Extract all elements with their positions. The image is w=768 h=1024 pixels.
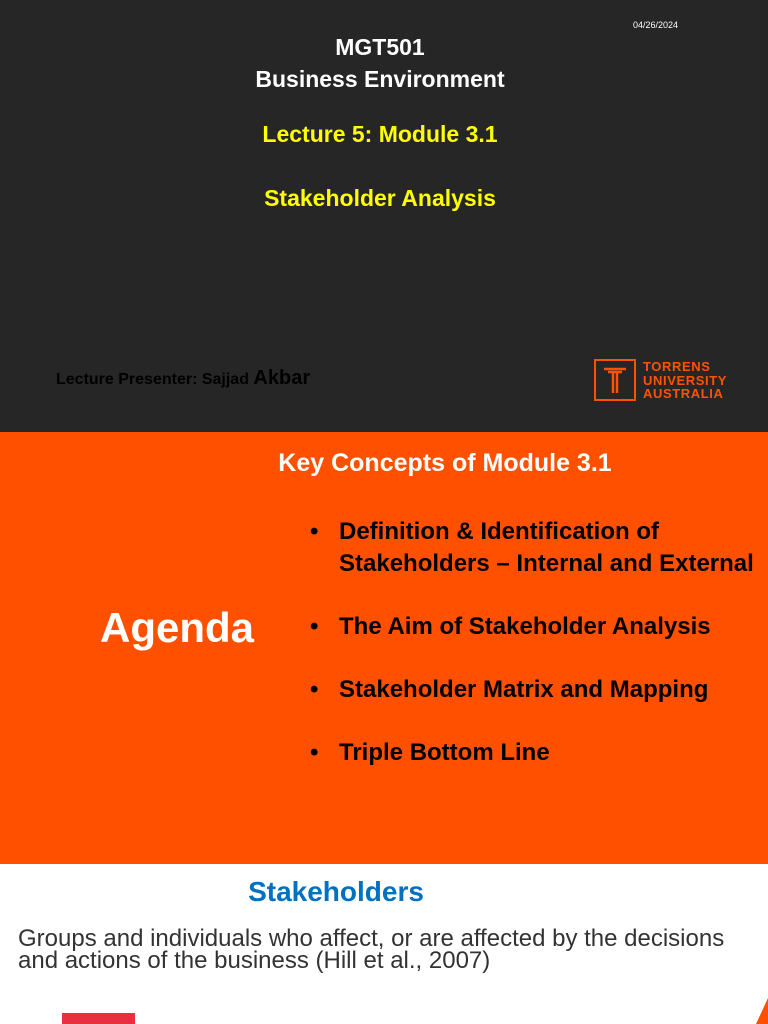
- presenter-line: [56, 367, 310, 390]
- stakeholders-title: Stakeholders: [248, 876, 424, 907]
- presenter-surname: Akbar: [253, 367, 311, 389]
- agenda-item-text: Triple Bottom Line: [339, 739, 550, 766]
- agenda-item-text: The Aim of Stakeholder Analysis: [339, 613, 711, 640]
- slide-date: 04/26/2024: [633, 20, 679, 30]
- torrens-university-logo: [594, 359, 744, 403]
- torrens-logo-mark-icon: [594, 359, 636, 401]
- accent-bar: [62, 1013, 135, 1024]
- logo-line-3: AUSTRALIA: [643, 386, 724, 401]
- logo-wordmark: [643, 360, 727, 401]
- agenda-item: [310, 611, 760, 643]
- lecture-number: Lecture 5: Module 3.1: [262, 121, 498, 147]
- bullet-icon: •: [310, 676, 319, 703]
- bullet-icon: •: [310, 739, 319, 766]
- lecture-topic: Stakeholder Analysis: [264, 185, 496, 211]
- bullet-icon: •: [310, 518, 319, 545]
- agenda-item-text: Definition & Identification of Stakeholders – Internal and External: [339, 518, 754, 577]
- presenter-prefix: Lecture Presenter: Sajjad: [56, 371, 254, 388]
- course-code: MGT501: [335, 34, 425, 60]
- agenda-slide: [0, 432, 768, 864]
- agenda-item: [310, 516, 760, 580]
- agenda-list: [310, 516, 760, 800]
- agenda-heading: Key Concepts of Module 3.1: [278, 449, 612, 477]
- corner-triangle-icon: [752, 998, 768, 1024]
- agenda-item-text: Stakeholder Matrix and Mapping: [339, 676, 709, 703]
- agenda-label: Agenda: [100, 604, 255, 651]
- title-slide: [0, 0, 768, 432]
- logo-line-2: UNIVERSITY: [643, 372, 728, 388]
- bullet-icon: •: [310, 613, 319, 640]
- stakeholders-slide: [0, 864, 768, 1024]
- stakeholders-definition: Groups and individuals who affect, or are affected by the decisions and actions of the business (Hill et al., 2007): [18, 925, 725, 974]
- course-name: Business Environment: [255, 66, 505, 92]
- agenda-item: [310, 737, 760, 769]
- agenda-item: [310, 674, 760, 706]
- logo-line-1: TORRENS: [643, 359, 711, 374]
